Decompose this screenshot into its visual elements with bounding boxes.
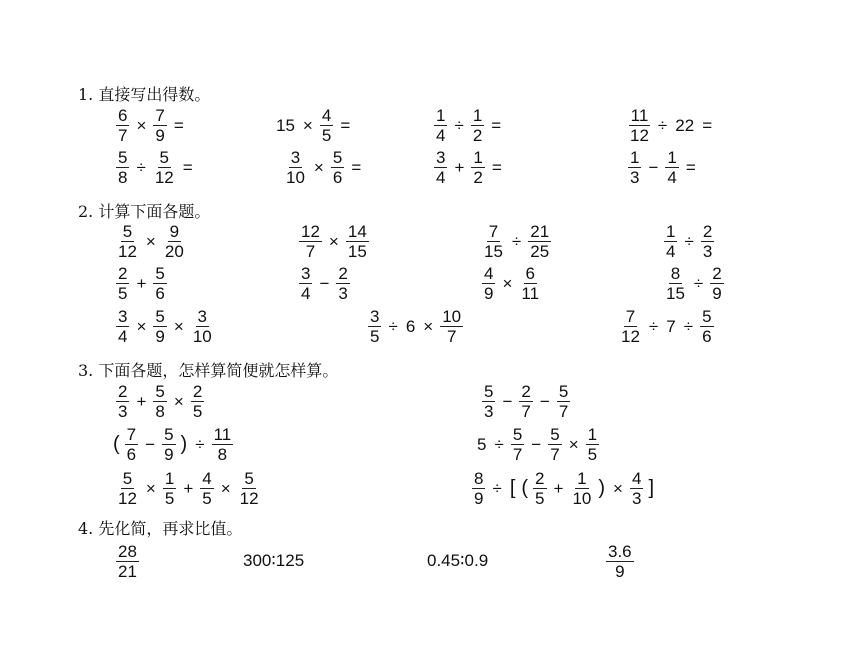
numerator: 1 bbox=[473, 148, 483, 167]
fraction bbox=[163, 223, 186, 260]
problem-1c bbox=[432, 107, 506, 144]
times-sign: × bbox=[173, 391, 184, 411]
minus-sign: − bbox=[319, 273, 330, 293]
numerator: 14 bbox=[347, 222, 367, 241]
denominator: 5 bbox=[202, 489, 212, 508]
problem-1d bbox=[626, 107, 717, 144]
denominator: 5 bbox=[370, 327, 380, 346]
denominator: 15 bbox=[666, 284, 685, 303]
section-title: 先化简，再求比值。 bbox=[98, 519, 243, 538]
fraction bbox=[299, 265, 312, 302]
numerator: 9 bbox=[169, 222, 180, 241]
problem-2k bbox=[617, 308, 716, 345]
numerator: 5 bbox=[332, 148, 343, 167]
numerator: 1 bbox=[666, 222, 676, 241]
numerator: 2 bbox=[712, 264, 722, 283]
numerator: 3 bbox=[436, 148, 446, 167]
equals-sign: = bbox=[182, 157, 193, 177]
minus-sign: − bbox=[145, 434, 156, 454]
denominator: 7 bbox=[550, 445, 560, 464]
denominator: 12 bbox=[118, 489, 137, 508]
denominator: 4 bbox=[436, 126, 446, 145]
left-paren: ( bbox=[521, 477, 529, 499]
numerator: 6 bbox=[118, 106, 128, 125]
ratio-text: 300∶125 bbox=[243, 551, 305, 570]
minus-sign: − bbox=[502, 391, 513, 411]
denominator: 9 bbox=[155, 327, 165, 346]
numerator: 5 bbox=[512, 425, 523, 444]
numerator: 5 bbox=[155, 382, 165, 401]
problem-3f bbox=[470, 470, 657, 507]
times-sign: × bbox=[173, 316, 184, 336]
times-sign: × bbox=[423, 316, 434, 336]
problem-2i bbox=[114, 308, 216, 345]
problem-1e bbox=[114, 149, 198, 186]
fraction bbox=[116, 223, 139, 260]
equals-sign: = bbox=[702, 115, 713, 135]
denominator: 7 bbox=[118, 126, 128, 145]
fraction bbox=[320, 107, 333, 144]
numerator: 2 bbox=[118, 382, 128, 401]
equals-sign: = bbox=[685, 157, 696, 177]
numerator: 2 bbox=[118, 264, 128, 283]
divide-sign: ÷ bbox=[693, 273, 704, 293]
fraction bbox=[511, 426, 524, 463]
fraction bbox=[336, 265, 349, 302]
times-sign: × bbox=[568, 434, 579, 454]
denominator: 10 bbox=[286, 168, 305, 187]
whole-number: 6 bbox=[405, 316, 416, 336]
fraction bbox=[212, 426, 234, 463]
minus-sign: − bbox=[531, 434, 542, 454]
right-bracket: ] bbox=[648, 477, 655, 499]
denominator: 3 bbox=[631, 489, 642, 508]
fraction bbox=[200, 470, 213, 507]
fraction bbox=[482, 265, 495, 302]
minus-sign: − bbox=[539, 391, 550, 411]
times-sign: × bbox=[145, 478, 156, 498]
denominator: 10 bbox=[192, 327, 212, 346]
numerator: 1 bbox=[164, 469, 175, 488]
denominator: 7 bbox=[512, 445, 523, 464]
denominator: 8 bbox=[118, 168, 128, 187]
denominator: 3 bbox=[338, 284, 348, 303]
problem-3e bbox=[114, 470, 263, 507]
problem-2e bbox=[114, 265, 169, 302]
problem-3a bbox=[114, 383, 206, 420]
times-sign: × bbox=[302, 115, 313, 135]
numerator: 1 bbox=[472, 106, 483, 125]
problem-3d bbox=[474, 426, 601, 463]
fraction bbox=[191, 308, 214, 345]
problem-3b bbox=[480, 383, 572, 420]
denominator: 5 bbox=[535, 489, 545, 508]
equals-sign: = bbox=[491, 115, 502, 135]
numerator: 11 bbox=[213, 425, 232, 444]
equals-sign: = bbox=[173, 115, 184, 135]
numerator: 5 bbox=[159, 148, 169, 167]
fraction bbox=[162, 426, 175, 463]
fraction bbox=[664, 223, 677, 260]
numerator: 3 bbox=[290, 148, 301, 167]
fraction bbox=[163, 470, 176, 507]
denominator: 12 bbox=[621, 327, 640, 346]
numerator: 10 bbox=[442, 307, 462, 326]
times-sign: × bbox=[145, 231, 156, 251]
divide-sign: ÷ bbox=[195, 434, 205, 454]
denominator: 11 bbox=[521, 284, 540, 303]
section-number: 3. bbox=[78, 361, 94, 380]
denominator: 7 bbox=[521, 402, 531, 421]
whole-number: 5 bbox=[477, 434, 487, 454]
problem-4b bbox=[240, 551, 307, 571]
denominator: 5 bbox=[118, 284, 128, 303]
fraction bbox=[471, 107, 484, 144]
whole-number: 7 bbox=[666, 316, 676, 336]
divide-sign: ÷ bbox=[684, 231, 694, 251]
fraction bbox=[116, 383, 129, 420]
fraction bbox=[299, 223, 322, 260]
fraction bbox=[284, 149, 307, 186]
fraction bbox=[153, 265, 166, 302]
fraction bbox=[153, 149, 176, 186]
problem-1f bbox=[282, 149, 366, 186]
divide-sign: ÷ bbox=[494, 434, 504, 454]
denominator: 9 bbox=[615, 562, 625, 581]
problem-2h bbox=[662, 265, 726, 302]
numerator: 4 bbox=[631, 469, 642, 488]
times-sign: × bbox=[313, 157, 324, 177]
fraction bbox=[665, 149, 678, 186]
fraction bbox=[701, 223, 714, 260]
numerator: 2 bbox=[702, 222, 713, 241]
problem-2c bbox=[480, 223, 553, 260]
denominator: 3 bbox=[630, 168, 640, 187]
divide-sign: ÷ bbox=[657, 115, 668, 135]
times-sign: × bbox=[136, 316, 147, 336]
denominator: 6 bbox=[332, 168, 343, 187]
section-3-heading bbox=[78, 358, 338, 381]
denominator: 12 bbox=[154, 168, 174, 187]
numerator: 12 bbox=[301, 222, 320, 241]
fraction bbox=[125, 426, 138, 463]
numerator: 4 bbox=[321, 106, 332, 125]
times-sign: × bbox=[220, 478, 231, 498]
denominator: 2 bbox=[473, 168, 483, 187]
divide-sign: ÷ bbox=[648, 316, 659, 336]
numerator: 5 bbox=[484, 382, 494, 401]
denominator: 9 bbox=[484, 284, 494, 303]
denominator: 15 bbox=[484, 242, 503, 261]
fraction bbox=[482, 223, 505, 260]
section-4-heading bbox=[78, 516, 242, 539]
numerator: 5 bbox=[558, 382, 569, 401]
numerator: 3 bbox=[118, 307, 128, 326]
denominator: 4 bbox=[436, 168, 446, 187]
plus-sign: + bbox=[136, 273, 147, 293]
denominator: 8 bbox=[217, 445, 228, 464]
fraction bbox=[472, 470, 485, 507]
problem-2j bbox=[366, 308, 465, 345]
denominator: 21 bbox=[118, 562, 137, 581]
fraction bbox=[116, 470, 139, 507]
fraction bbox=[116, 543, 139, 580]
fraction bbox=[586, 426, 599, 463]
denominator: 15 bbox=[347, 242, 367, 261]
plus-sign: + bbox=[454, 157, 465, 177]
section-title: 下面各题，怎样算简便就怎样算。 bbox=[98, 361, 339, 380]
problem-4c bbox=[424, 551, 491, 571]
denominator: 5 bbox=[192, 402, 203, 421]
numerator: 2 bbox=[192, 382, 203, 401]
denominator: 4 bbox=[667, 168, 677, 187]
problem-2g bbox=[480, 265, 543, 302]
fraction bbox=[116, 308, 129, 345]
fraction bbox=[628, 149, 641, 186]
denominator: 9 bbox=[474, 489, 484, 508]
denominator: 9 bbox=[712, 284, 722, 303]
problem-2b bbox=[297, 223, 371, 260]
numerator: 5 bbox=[122, 469, 133, 488]
denominator: 3 bbox=[702, 242, 713, 261]
fraction bbox=[630, 470, 643, 507]
section-number: 4. bbox=[78, 519, 94, 538]
fraction bbox=[116, 107, 129, 144]
problem-1g bbox=[432, 149, 507, 186]
fraction bbox=[238, 470, 261, 507]
fraction bbox=[570, 470, 593, 507]
denominator: 6 bbox=[126, 445, 137, 464]
times-sign: × bbox=[613, 478, 623, 498]
denominator: 6 bbox=[702, 327, 712, 346]
fraction bbox=[346, 223, 369, 260]
problem-2f bbox=[297, 265, 352, 302]
divide-sign: ÷ bbox=[492, 478, 502, 498]
divide-sign: ÷ bbox=[511, 231, 522, 251]
fraction bbox=[533, 470, 546, 507]
ratio-text: 0.45∶0.9 bbox=[427, 551, 489, 570]
fraction bbox=[519, 265, 541, 302]
problem-4a bbox=[114, 543, 141, 580]
section-1-heading bbox=[78, 82, 210, 105]
plus-sign: + bbox=[553, 478, 564, 498]
times-sign: × bbox=[328, 231, 339, 251]
fraction bbox=[191, 383, 204, 420]
denominator: 4 bbox=[301, 284, 311, 303]
fraction bbox=[153, 383, 166, 420]
problem-2a bbox=[114, 223, 188, 260]
numerator: 1 bbox=[436, 106, 446, 125]
fraction bbox=[482, 383, 495, 420]
fraction bbox=[519, 383, 532, 420]
numerator: 5 bbox=[702, 307, 712, 326]
section-title: 直接写出得数。 bbox=[98, 85, 211, 104]
denominator: 25 bbox=[530, 242, 550, 261]
section-number: 2. bbox=[78, 202, 94, 221]
divide-sign: ÷ bbox=[454, 115, 464, 135]
plus-sign: + bbox=[136, 391, 147, 411]
denominator: 8 bbox=[155, 402, 165, 421]
fraction bbox=[528, 223, 551, 260]
denominator: 2 bbox=[472, 126, 483, 145]
problem-1a bbox=[114, 107, 189, 144]
numerator: 5 bbox=[244, 469, 254, 488]
divide-sign: ÷ bbox=[683, 316, 694, 336]
fraction bbox=[434, 107, 447, 144]
numerator: 1 bbox=[577, 469, 587, 488]
numerator: 7 bbox=[488, 222, 499, 241]
fraction bbox=[664, 265, 687, 302]
fraction bbox=[116, 149, 129, 186]
equals-sign: = bbox=[340, 115, 351, 135]
denominator: 7 bbox=[305, 242, 316, 261]
equals-sign: = bbox=[491, 157, 502, 177]
denominator: 3 bbox=[118, 402, 128, 421]
numerator: 11 bbox=[630, 106, 649, 125]
problem-1h bbox=[626, 149, 701, 186]
denominator: 5 bbox=[164, 489, 175, 508]
numerator: 7 bbox=[126, 425, 137, 444]
denominator: 3 bbox=[484, 402, 494, 421]
numerator: 2 bbox=[338, 264, 348, 283]
numerator: 5 bbox=[550, 425, 560, 444]
denominator: 4 bbox=[118, 327, 128, 346]
denominator: 6 bbox=[155, 284, 165, 303]
numerator: 5 bbox=[118, 148, 128, 167]
section-number: 1. bbox=[78, 85, 94, 104]
divide-sign: ÷ bbox=[388, 316, 398, 336]
left-bracket: [ bbox=[509, 477, 516, 499]
denominator: 12 bbox=[239, 489, 259, 508]
left-paren: ( bbox=[113, 433, 120, 455]
denominator: 5 bbox=[587, 445, 598, 464]
numerator: 5 bbox=[164, 425, 174, 444]
problem-4d bbox=[604, 543, 636, 580]
fraction bbox=[619, 308, 642, 345]
denominator: 7 bbox=[446, 327, 457, 346]
numerator: 8 bbox=[474, 469, 484, 488]
numerator: 5 bbox=[122, 222, 133, 241]
problem-1b bbox=[273, 107, 355, 144]
fraction bbox=[471, 149, 484, 186]
numerator: 6 bbox=[525, 264, 535, 283]
problem-2d bbox=[662, 223, 716, 260]
fraction bbox=[628, 107, 651, 144]
fraction bbox=[548, 426, 561, 463]
numerator: 1 bbox=[587, 425, 598, 444]
minus-sign: − bbox=[648, 157, 659, 177]
fraction bbox=[434, 149, 447, 186]
denominator: 4 bbox=[666, 242, 676, 261]
whole-number: 22 bbox=[675, 115, 695, 135]
problem-3c bbox=[110, 426, 235, 463]
numerator: 3 bbox=[301, 264, 311, 283]
numerator: 7 bbox=[155, 106, 165, 125]
times-sign: × bbox=[502, 273, 513, 293]
equals-sign: = bbox=[351, 157, 362, 177]
numerator: 3 bbox=[370, 307, 380, 326]
numerator: 28 bbox=[118, 542, 137, 561]
divide-sign: ÷ bbox=[136, 157, 146, 177]
fraction bbox=[153, 107, 166, 144]
right-paren: ) bbox=[180, 433, 188, 455]
numerator: 1 bbox=[667, 148, 677, 167]
numerator: 5 bbox=[155, 264, 165, 283]
fraction bbox=[331, 149, 344, 186]
denominator: 7 bbox=[558, 402, 569, 421]
fraction bbox=[440, 308, 463, 345]
times-sign: × bbox=[136, 115, 147, 135]
numerator: 4 bbox=[484, 264, 494, 283]
denominator: 20 bbox=[164, 242, 184, 261]
denominator: 9 bbox=[155, 126, 165, 145]
denominator: 10 bbox=[572, 489, 592, 508]
fraction bbox=[710, 265, 723, 302]
fraction bbox=[557, 383, 570, 420]
fraction bbox=[700, 308, 713, 345]
denominator: 12 bbox=[630, 126, 649, 145]
numerator: 1 bbox=[630, 148, 640, 167]
numerator: 5 bbox=[155, 307, 165, 326]
fraction bbox=[153, 308, 166, 345]
denominator: 9 bbox=[164, 445, 174, 464]
right-paren: ) bbox=[598, 477, 606, 499]
section-2-heading bbox=[78, 199, 210, 222]
numerator: 8 bbox=[670, 264, 681, 283]
section-title: 计算下面各题。 bbox=[98, 202, 211, 221]
numerator: 7 bbox=[625, 307, 636, 326]
numerator: 21 bbox=[530, 222, 550, 241]
numerator: 3.6 bbox=[608, 542, 632, 561]
numerator: 2 bbox=[535, 469, 545, 488]
denominator: 5 bbox=[321, 126, 332, 145]
whole-number: 15 bbox=[276, 115, 295, 135]
fraction bbox=[116, 265, 129, 302]
fraction bbox=[606, 543, 634, 580]
numerator: 3 bbox=[197, 307, 207, 326]
denominator: 12 bbox=[118, 242, 137, 261]
numerator: 2 bbox=[521, 382, 531, 401]
fraction bbox=[368, 308, 381, 345]
plus-sign: + bbox=[183, 478, 194, 498]
numerator: 4 bbox=[202, 469, 212, 488]
